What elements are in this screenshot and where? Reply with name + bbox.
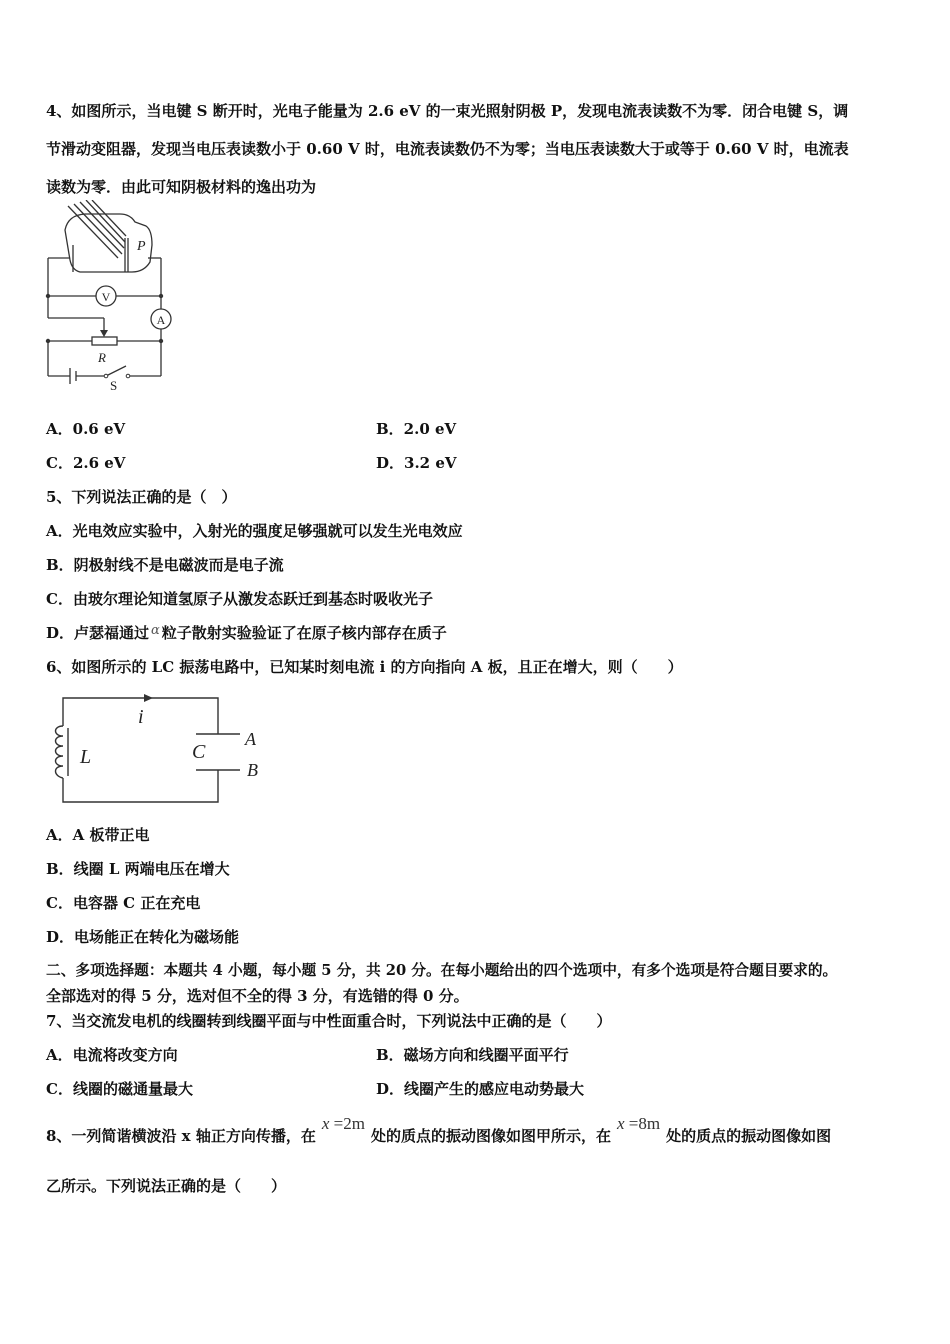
q4-label-V: V <box>101 290 111 304</box>
q8-stem-part-1: 8、一列简谐横波沿 x 轴正方向传播，在 <box>46 1127 316 1145</box>
q6-lc-circuit-diagram <box>50 690 280 810</box>
q4-photoelectric-circuit-diagram <box>40 200 180 395</box>
q6-option-d[interactable]: D．电场能正在转化为磁场能 <box>46 928 240 946</box>
q8-formula-2-var: x <box>616 1114 625 1133</box>
q8-formula-x2m <box>322 1114 365 1133</box>
q6-label-L: L <box>80 746 92 768</box>
q4-label-P: P <box>137 239 146 254</box>
q6-label-i: i <box>138 706 144 728</box>
q5-option-a[interactable]: A．光电效应实验中，入射光的强度足够强就可以发生光电效应 <box>46 522 463 540</box>
q8-stem-line-2: 乙所示。下列说法正确的是（ ） <box>46 1177 287 1195</box>
section2-heading-line-1: 二、多项选择题：本题共 4 小题，每小题 5 分，共 20 分。在每小题给出的四个选项中，有多个选项是符合题目要求的。 <box>46 962 838 979</box>
q6-option-a[interactable]: A．A 板带正电 <box>46 826 150 844</box>
q4-stem-line-1: 4、如图所示，当电键 S 断开时，光电子能量为 2.6 eV 的一束光照射阴极 P，发现电流表读数不为零．闭合电键 S，调 <box>46 102 849 120</box>
q7-option-a[interactable]: A．电流将改变方向 <box>46 1046 178 1064</box>
q4-option-c[interactable]: C．2.6 eV <box>46 454 126 472</box>
section2-heading-line-2: 全部选对的得 5 分，选对但不全的得 3 分，有选错的得 0 分。 <box>46 987 469 1005</box>
q5-option-d[interactable] <box>46 623 447 645</box>
q8-formula-2-val: =8m <box>624 1114 661 1133</box>
q7-stem: 7、当交流发电机的线圈转到线圈平面与中性面重合时，下列说法中正确的是（ ） <box>46 1012 612 1030</box>
q6-option-b[interactable]: B．线圈 L 两端电压在增大 <box>46 860 230 878</box>
q4-stem-line-2: 节滑动变阻器，发现当电压表读数小于 0.60 V 时，电流表读数仍不为零；当电压表读数大于或等于 0.60 V 时，电流表 <box>46 140 849 158</box>
q5-option-d-pre: D．卢瑟福通过 <box>46 624 150 642</box>
q6-option-c[interactable]: C．电容器 C 正在充电 <box>46 894 201 912</box>
q8-formula-1-var: x <box>321 1114 330 1133</box>
q5-option-d-post: 粒子散射实验验证了在原子核内部存在质子 <box>161 624 447 642</box>
alpha-symbol: α <box>151 623 160 638</box>
q7-option-c[interactable]: C．线圈的磁通量最大 <box>46 1080 193 1098</box>
q4-option-d[interactable]: D．3.2 eV <box>376 454 457 472</box>
q7-option-d[interactable]: D．线圈产生的感应电动势最大 <box>376 1080 585 1098</box>
q8-stem-line-1 <box>46 1114 832 1146</box>
q4-label-A: A <box>156 313 166 327</box>
q6-label-B: B <box>247 760 258 780</box>
q4-label-R: R <box>98 350 106 365</box>
q6-stem: 6、如图所示的 LC 振荡电路中，已知某时刻电流 i 的方向指向 A 板，且正在增大，则（ ） <box>46 658 683 676</box>
q5-option-c[interactable]: C．由玻尔理论知道氢原子从激发态跃迁到基态时吸收光子 <box>46 590 433 608</box>
q5-stem: 5、下列说法正确的是（ ） <box>46 488 237 506</box>
q8-formula-1-val: =2m <box>329 1114 365 1133</box>
q6-label-A: A <box>245 729 256 749</box>
q4-stem-line-3: 读数为零．由此可知阴极材料的逸出功为 <box>46 178 317 196</box>
q5-option-b[interactable]: B．阴极射线不是电磁波而是电子流 <box>46 556 284 574</box>
q4-label-S: S <box>110 378 118 393</box>
q7-option-b[interactable]: B．磁场方向和线圈平面平行 <box>376 1046 569 1064</box>
q8-formula-x8m <box>617 1114 660 1133</box>
q4-option-a[interactable]: A．0.6 eV <box>46 420 126 438</box>
q6-label-C: C <box>192 741 206 763</box>
q8-stem-part-3: 处的质点的振动图像如图 <box>666 1127 832 1145</box>
q8-stem-part-2: 处的质点的振动图像如图甲所示，在 <box>370 1127 611 1145</box>
q4-option-b[interactable]: B．2.0 eV <box>376 420 457 438</box>
